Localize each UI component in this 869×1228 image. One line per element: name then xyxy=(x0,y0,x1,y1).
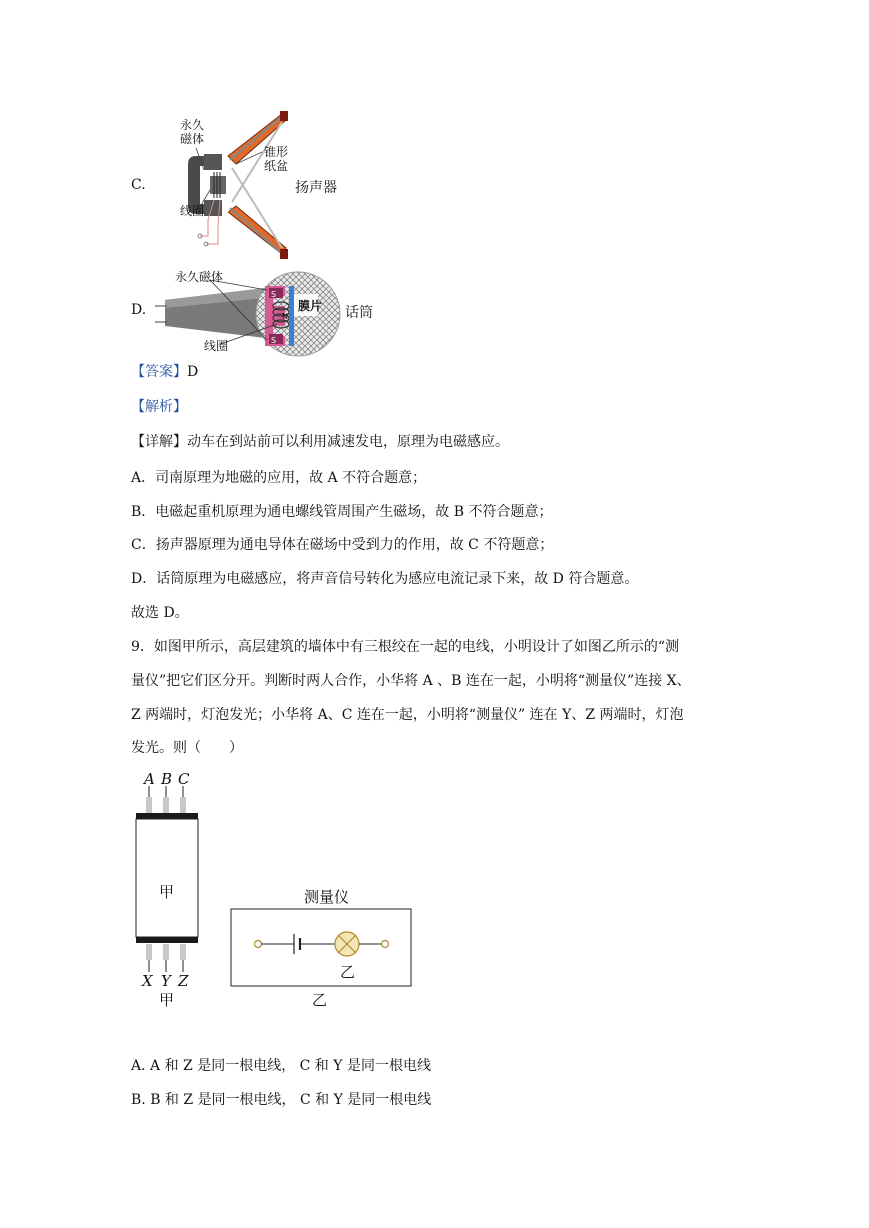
meter-title: 测量仪 xyxy=(304,888,350,906)
pole-n: N xyxy=(230,181,237,191)
option-d-caption: 话筒 xyxy=(345,305,373,321)
option-c-caption: 扬声器 xyxy=(295,180,337,196)
analysis-line xyxy=(131,398,187,416)
pole-s-bottom: S xyxy=(224,205,230,215)
question9-line2: 量仪”把它们区分开。判断时两人合作，小华将 A 、B 连在一起，小明将“测量仪”连接 X、 xyxy=(131,673,691,689)
terminal-c: C xyxy=(178,770,190,788)
option9-a: A. A 和 Z 是同一根电线， C 和 Y 是同一根电线 xyxy=(131,1058,431,1074)
answer-value: D xyxy=(187,364,199,380)
pole-n: N xyxy=(282,312,288,321)
figure-caption-yi: 乙 xyxy=(312,991,328,1009)
terminal-z: Z xyxy=(178,972,189,990)
question9-line4: 发光。则（ ） xyxy=(131,740,243,756)
terminal-x: X xyxy=(142,972,153,990)
cone-label-line2: 纸盆 xyxy=(264,159,289,173)
magnet-label: 永久磁体 xyxy=(175,270,224,284)
figure-caption-jia: 甲 xyxy=(159,991,175,1009)
diaphragm-label: 膜片 xyxy=(298,299,323,313)
explanation-a: A．司南原理为地磁的应用，故 A 不符合题意； xyxy=(131,470,427,486)
option-d-letter: D. xyxy=(131,302,147,318)
pole-s-bottom: S xyxy=(271,336,277,345)
explanation-d: D．话筒原理为电磁感应，将声音信号转化为感应电流记录下来，故 D 符合题意。 xyxy=(131,571,639,587)
terminal-y: Y xyxy=(161,972,171,990)
cone-label-line1: 锥形 xyxy=(264,145,289,159)
explanation-b: B．电磁起重机原理为通电螺线管周围产生磁场，故 B 不符合题意； xyxy=(131,504,553,520)
detail-text: 动车在到站前可以利用减速发电，原理为电磁感应。 xyxy=(187,434,509,450)
analysis-label: 【解析】 xyxy=(131,399,187,415)
pole-s-top: S xyxy=(224,159,230,169)
magnet-label-line2: 磁体 xyxy=(180,132,205,146)
terminal-b: B xyxy=(161,770,173,788)
answer-label: 【答案】 xyxy=(131,364,187,380)
detail-line xyxy=(131,433,509,451)
magnet-label-line1: 永久 xyxy=(180,118,205,132)
question9-line1: 9．如图甲所示，高层建筑的墙体中有三根绞在一起的电线，小明设计了如图乙所示的“测 xyxy=(131,639,680,655)
coil-label: 线圈 xyxy=(204,339,229,353)
option9-b: B. B 和 Z 是同一根电线， C 和 Y 是同一根电线 xyxy=(131,1092,432,1108)
option-c-letter: C. xyxy=(131,177,146,193)
explanation-c: C．扬声器原理为通电导体在磁场中受到力的作用，故 C 不符题意； xyxy=(131,537,554,553)
terminal-a: A xyxy=(144,770,155,788)
answer-line xyxy=(131,363,198,381)
pole-s-top: S xyxy=(271,290,277,299)
coil-label: 线圈 xyxy=(180,204,205,218)
block-label: 甲 xyxy=(159,883,175,901)
detail-label: 【详解】 xyxy=(131,434,187,450)
conclusion: 故选 D。 xyxy=(131,605,189,621)
question9-line3: Z 两端时，灯泡发光；小华将 A、C 连在一起，小明将“测量仪” 连在 Y、Z 两端时，灯泡 xyxy=(131,707,684,723)
meter-inner-label: 乙 xyxy=(340,963,356,981)
